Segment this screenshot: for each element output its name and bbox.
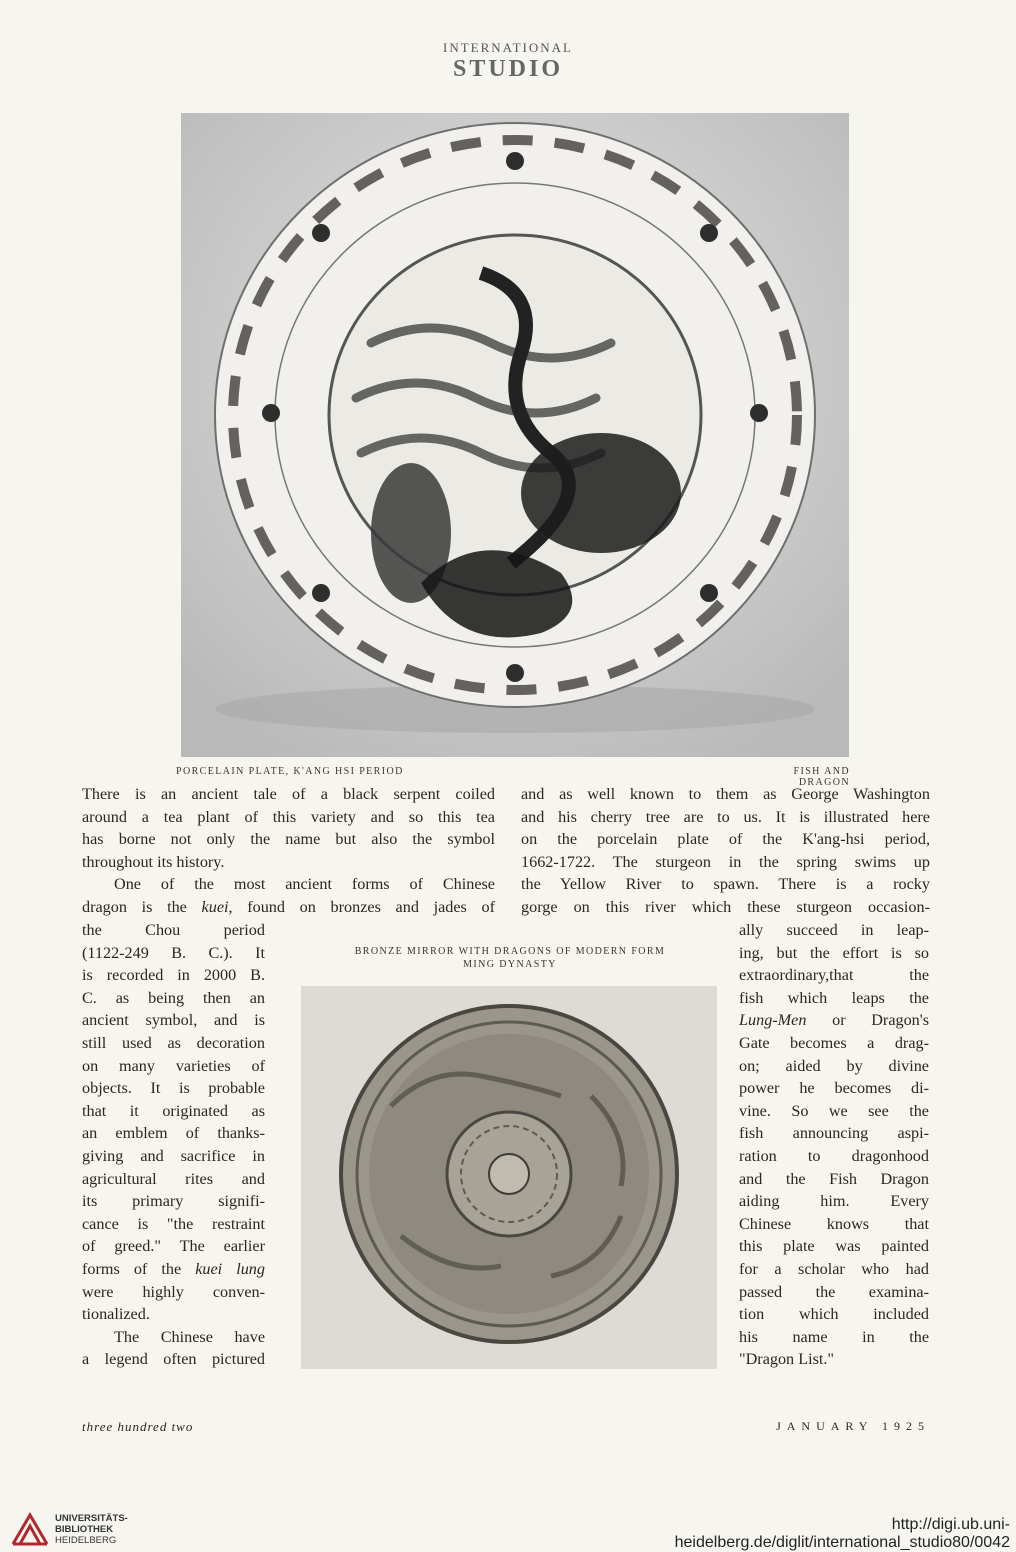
- text-line: "Dragon List.": [739, 1350, 835, 1369]
- text-line: an emblem of thanks-: [82, 1124, 265, 1143]
- page-number: three hundred two: [82, 1419, 194, 1434]
- text-line: that it originated as: [82, 1101, 265, 1120]
- text-line: on the porcelain plate of the K'ang-hsi period,: [521, 830, 930, 849]
- text-line: and his cherry tree are to us. It is illustrated here: [521, 807, 930, 826]
- text-line: There is an ancient tale of a black serpent coiled: [82, 785, 495, 803]
- text-line: giving and sacrifice in: [82, 1146, 265, 1165]
- text-line: this plate was painted: [739, 1237, 929, 1256]
- text-run: , found on bronzes and jades of: [228, 897, 495, 916]
- mirror-caption-line1: BRONZE MIRROR WITH DRAGONS OF MODERN FORM: [354, 946, 666, 957]
- text-line: has borne not only the name but also the symbol: [82, 830, 495, 849]
- text-line: and the Fish Dragon: [739, 1169, 929, 1188]
- text-line: tion which included: [739, 1305, 929, 1324]
- library-line2: BIBLIOTHEK: [55, 1524, 114, 1535]
- text-line: ally succeed in leap-: [739, 921, 929, 939]
- issue-date: JANUARY 1925: [776, 1419, 930, 1433]
- text-line: the Yellow River to spawn. There is a rocky: [521, 875, 930, 894]
- italic-term: kuei lung: [195, 1259, 265, 1278]
- text-line: cance is "the restraint: [82, 1214, 265, 1233]
- text-run: forms of the: [82, 1259, 196, 1278]
- text-line: ing, but the effort is so: [739, 943, 929, 962]
- text-line: [739, 1009, 929, 1032]
- text-line: Chinese knows that: [739, 1214, 929, 1233]
- text-line: and as well known to them as George Washington: [521, 785, 930, 803]
- text-line: objects. It is probable: [82, 1079, 265, 1098]
- text-line: fish announcing aspi-: [739, 1124, 929, 1143]
- library-logo-icon: [10, 1511, 50, 1547]
- text-line: fish which leaps the: [739, 988, 929, 1007]
- porcelain-plate-photo: [181, 113, 849, 757]
- text-line: (1122-249 B. C.). It: [82, 943, 265, 962]
- text-line: agricultural rites and: [82, 1169, 265, 1188]
- text-line: of greed." The earlier: [82, 1237, 265, 1256]
- bronze-mirror-photo: [301, 986, 717, 1369]
- masthead-top: INTERNATIONAL: [443, 40, 573, 55]
- text-line: aiding him. Every: [739, 1192, 929, 1211]
- text-line: extraordinary,that the: [739, 966, 929, 985]
- text-line: [82, 1258, 265, 1281]
- source-url[interactable]: http://digi.ub.uni-heidelberg.de/diglit/international_studio80/0042: [674, 1516, 1010, 1551]
- mirror-caption-line2: MING DYNASTY: [463, 959, 557, 970]
- text-line: [82, 896, 495, 919]
- text-line: The Chinese have: [114, 1327, 265, 1346]
- left-column-top: [82, 783, 495, 919]
- text-line: a legend often pictured: [82, 1350, 265, 1369]
- text-line: power he becomes di-: [739, 1079, 929, 1098]
- text-line: for a scholar who had: [739, 1259, 929, 1278]
- left-column-narrow: [82, 919, 265, 1371]
- library-name: [55, 1513, 128, 1546]
- text-line: on; aided by divine: [739, 1056, 929, 1075]
- text-line: throughout its history.: [82, 852, 225, 871]
- text-line: passed the examina-: [739, 1282, 929, 1301]
- right-column-narrow: [739, 919, 929, 1371]
- text-line: were highly conven-: [82, 1282, 265, 1301]
- plate-caption-left: PORCELAIN PLATE, K'ANG HSI PERIOD: [176, 766, 404, 777]
- masthead-title: STUDIO: [452, 56, 564, 82]
- text-line: its primary signifi-: [82, 1192, 265, 1211]
- plate-caption-right: FISH AND DRAGON: [793, 766, 850, 788]
- text-line: vine. So we see the: [739, 1101, 929, 1120]
- text-line: is recorded in 2000 B.: [82, 966, 265, 985]
- text-line: One of the most ancient forms of Chinese: [114, 875, 495, 894]
- library-line3: HEIDELBERG: [55, 1535, 117, 1546]
- text-line: his name in the: [739, 1327, 929, 1346]
- text-line: ration to dragonhood: [739, 1146, 929, 1165]
- text-line: Gate becomes a drag-: [739, 1033, 929, 1052]
- text-line: C. as being then an: [82, 988, 265, 1007]
- text-line: gorge on this river which these sturgeon occasion-: [521, 897, 930, 916]
- text-run: or Dragon's: [806, 1011, 929, 1030]
- italic-term: kuei: [201, 897, 229, 916]
- text-line: the Chou period: [82, 921, 265, 939]
- text-line: tionalized.: [82, 1305, 150, 1324]
- right-column-top: [521, 783, 930, 919]
- italic-term: Lung-Men: [739, 1011, 807, 1030]
- text-line: 1662-1722. The sturgeon in the spring swims up: [521, 852, 930, 871]
- text-line: on many varieties of: [82, 1056, 265, 1075]
- library-line1: UNIVERSITÄTS-: [55, 1513, 128, 1524]
- mirror-caption: [300, 945, 720, 971]
- text-line: still used as decoration: [82, 1033, 265, 1052]
- text-run: dragon is the: [82, 897, 202, 916]
- text-line: around a tea plant of this variety and so this tea: [82, 807, 495, 826]
- text-line: ancient symbol, and is: [82, 1011, 265, 1030]
